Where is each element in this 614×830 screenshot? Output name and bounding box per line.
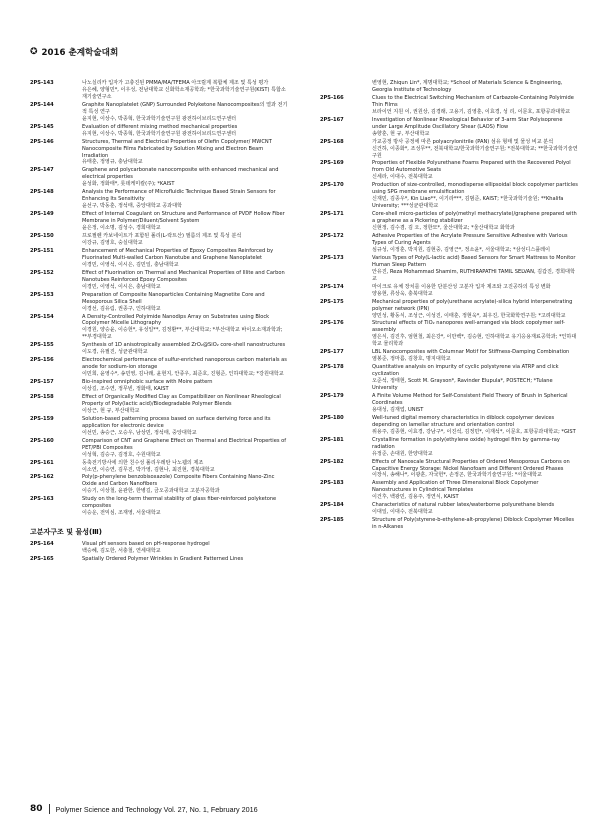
entry-authors: 이승운, 전익심, 조재영, 서울대학교 <box>82 510 161 517</box>
entry-title: Synthesis of 1D anisotropically assembled ZrO₂@SiO₂ core-shell nanostructures <box>82 342 286 349</box>
entry-id: 2PS-170 <box>320 182 344 189</box>
entry-id: 2PS-150 <box>30 233 54 240</box>
entry-id: 2PS-174 <box>320 283 344 290</box>
abstract-entry <box>30 233 288 247</box>
abstract-entry <box>30 438 288 459</box>
entry-title: Evaluation of different mixing method mechanical properties <box>82 123 238 130</box>
entry-title: Spatially Ordered Polymer Wrinkles in Gradient Patterned Lines <box>82 556 244 563</box>
entry-title: 동축전기방사에 의한 친수성 폴리우레탄 나노웹의 제조 <box>82 459 204 466</box>
entry-authors: 이경원, 양승윤, 이승헌*, 유성일**, 김정환**, 부산대학교; *부산대학교 바이오소재과학과; **부경대학교 <box>82 327 283 341</box>
entry-authors: 이도경, 유필진, 성균관대학교 <box>82 349 148 356</box>
entry-id: 2PS-158 <box>30 393 54 400</box>
abstract-entry <box>30 292 288 313</box>
entry-title: Clues to the Electrical Switching Mechanism of Carbazole-Containing Polyimide Thin Films <box>372 94 574 108</box>
entry-title: Effect of Internal Coagulant on Structure and Performance of PVDF Hollow Fiber Membrane in Polymer/Diluent/Solvent System <box>82 211 285 225</box>
entry-title: Electrochemical performance of sulfur-enriched nanoporous carbon materials as anode for sodium-ion storage <box>82 357 287 371</box>
entry-id: 2PS-183 <box>320 480 344 487</box>
entry-authors: 변영현, Zhiqun Lin*, 계명대학교; *School of Materials Science & Engineering, Georgia Institute of Technology <box>372 80 563 93</box>
abstract-entry <box>320 139 578 160</box>
entry-authors: 신건하, 이종화*, 조성무**, 전북대학교/한국과학기술연구원; *전북대학교; **한국과학기술연구원 <box>372 145 578 159</box>
entry-authors: 유은혜, 양형민*, 이우성, 전남대학교 신화학소재공학과; *한국과학기술연구원(KIST) 특합소재기술연구소 <box>82 86 286 100</box>
abstract-entry <box>320 160 578 181</box>
page-header <box>30 46 118 58</box>
entry-authors: 이경선, 김유림, 권종구, 인하대학교 <box>82 305 161 312</box>
entry-id: 2PS-178 <box>320 364 344 371</box>
entry-title: Poly(p-phenylene benzobisoxazole) Composite Fibers Containing Nano-Zinc Oxide and Carbon Nanofibers <box>82 474 275 488</box>
entry-id: 2PS-179 <box>320 392 344 399</box>
entry-id: 2PS-151 <box>30 247 54 254</box>
entry-id: 2PS-172 <box>320 233 344 240</box>
abstract-entry <box>30 394 288 415</box>
entry-id: 2PS-163 <box>30 496 54 503</box>
entry-title: Preparation of Composite Nanoparticles Containing Magnetite Core and Mesoporous Silica Shell <box>82 291 265 305</box>
entry-title: Properties of Flexible Polyurethane Foams Prepared with the Recovered Polyol from Old Automotive Seats <box>372 160 571 174</box>
entry-id: 2PS-160 <box>30 437 54 444</box>
entry-id: 2PS-182 <box>320 458 344 465</box>
abstract-entry <box>320 415 578 436</box>
entry-authors: 신재민, 김종우*, Kin Liao**, 이기라***, 김범준, KAIST; *한국과학기술원; **Khalifa University; ***성균관대학교 <box>372 196 564 210</box>
entry-title: Mechanical properties of poly(urethane acrylate)-silica hybrid interpenetrating polymer network (IPN) <box>372 298 573 312</box>
abstract-entry <box>320 95 578 116</box>
entry-id: 2PS-169 <box>320 160 344 167</box>
entry-title: Visual pH sensors based on pH-response hydrogel <box>82 541 210 548</box>
entry-id: 2PS-157 <box>30 379 54 386</box>
entry-id: 2PS-161 <box>30 459 54 466</box>
entry-authors: 양민성, 황동식, 조성근, 이성진, 이태훈, 정현욱*, 최우진, 한국화학연구원; *고려대학교 <box>372 312 566 319</box>
entry-title: Bio-inspired omniphobic surface with Moire pattern <box>82 379 213 386</box>
entry-id: 2PS-164 <box>30 541 54 548</box>
abstract-entry <box>30 248 288 269</box>
entry-id: 2PS-162 <box>30 474 54 481</box>
entry-id: 2PS-184 <box>320 502 344 509</box>
entry-id: 2PS-156 <box>30 357 54 364</box>
entry-authors: 브라이언 지원 이, 권원상, 김경래, 고용기, 김영훈, 이효경, 성 리, 이문호, 포항공과대학교 <box>372 108 571 115</box>
abstract-entry <box>30 556 288 563</box>
entry-id: 2PS-173 <box>320 254 344 261</box>
abstract-entry <box>320 117 578 138</box>
entry-id: 2PS-175 <box>320 298 344 305</box>
entry-title: Comparison of CNT and Graphene Effect on Thermal and Electrical Properties of PET/PBI Composites <box>82 437 287 451</box>
entry-authors: 이승기, 이상철, 윤관한, 한병길, 금오공과대학교 고분자공학과 <box>82 488 220 495</box>
entry-authors: 신세라, 이대수, 전북대학교 <box>372 174 433 181</box>
entry-authors: 윤지현, 이상수, 박종혁, 한국과학기술연구원 광전하이브리드연구센터 <box>82 115 237 122</box>
entry-id: 2PS-153 <box>30 291 54 298</box>
abstract-entry <box>30 189 288 210</box>
entry-id: 2PS-143 <box>30 80 54 86</box>
entry-authors: 윤선구, 박동훈, 정석태, 중앙대학교 공과대학 <box>82 203 182 210</box>
abstract-entry <box>320 502 578 516</box>
entry-id: 2PS-177 <box>320 349 344 356</box>
conference-logo-icon: ✪ <box>30 46 38 57</box>
entry-title: Solution-based patterning process based on surface deriving force and its application for electronic device <box>82 415 271 429</box>
entry-id: 2PS-181 <box>320 436 344 443</box>
abstract-entry <box>320 182 578 210</box>
entry-id: 2PS-154 <box>30 313 54 320</box>
abstract-entry <box>320 437 578 458</box>
entry-authors: 백승혜, 김도한, 서충철, 연세대학교 <box>82 548 161 555</box>
entry-authors: 양용현, 류상욱, 충북대학교 <box>372 290 433 297</box>
page-number: 80 <box>30 804 43 814</box>
entry-authors: 심규성, 이정훈, 박지원, 김현중, 김영근*, 정소윤*, 서울대학교; *삼성디스플레이 <box>372 246 551 253</box>
entry-authors: 이강규, 김영호, 숭실대학교 <box>82 239 143 246</box>
left-entry-list <box>30 80 288 517</box>
entry-id: 2PS-185 <box>320 517 344 524</box>
abstract-entry <box>30 496 288 517</box>
entry-title: Characteristics of natural rubber latex/waterborne polyurethane blends <box>372 502 555 509</box>
entry-id: 2PS-171 <box>320 211 344 218</box>
entry-id: 2PS-180 <box>320 414 344 421</box>
entry-title: 나노실리카 입자가 고충진된 PMMA/MA/TFEMA 아크릴계 복합체 제조 및 특성 평가 <box>82 80 269 86</box>
entry-id: 2PS-148 <box>30 189 54 196</box>
entry-authors: 유정준, 손대원, 한양대학교 <box>372 450 433 457</box>
entry-id: 2PS-176 <box>320 320 344 327</box>
continued-entry <box>320 80 578 94</box>
left-column <box>30 80 288 564</box>
entry-title: Effects of Nanoscale Structural Properties of Ordered Mesoporous Carbons on Capacitive Energy Storage: Nickel Nanofoam and Different Ordered Phases <box>372 458 570 472</box>
entry-id: 2PS-155 <box>30 342 54 349</box>
entry-id: 2PS-149 <box>30 211 54 218</box>
abstract-entry <box>30 124 288 138</box>
entry-authors: 윤성화, 정화태*, 롯데케미칼(주); *KAIST <box>82 181 175 188</box>
entry-title: Effect of Fluorination on Thermal and Mechanical Properties of Illite and Carbon Nanotubes Reinforced Epoxy Composites <box>82 269 285 283</box>
abstract-entry <box>320 255 578 283</box>
abstract-entry <box>30 342 288 356</box>
abstract-entry <box>320 393 578 414</box>
entry-authors: 이소연, 이승연, 김무진, 박가영, 김현나, 최진현, 경북대학교 <box>82 466 215 473</box>
entry-title: Investigation of Nonlinear Rheological Behavior of 3-arm Star Polyisoprene under Large Amplitude Oscillatory Shear (LAOS) Flow <box>372 116 563 130</box>
abstract-entry <box>320 299 578 320</box>
entry-authors: 이민희, 윤영수*, 송민영, 김나래, 윤현지, 안종우, 최준호, 진형준, 인하대학교; *강원대학교 <box>82 371 284 378</box>
entry-title: Effect of Organically Modified Clay as Compatibilizer on Nonlinear Rheological Property of Poly(lactic acid)/Biodegradable Polymer Blends <box>82 393 281 407</box>
entry-title: Study on the long-term thermal stability of glass fiber-reinforced polyketone composites <box>82 496 277 510</box>
entry-authors: 이건후, 백광민, 김용주, 정연식, KAIST <box>372 494 459 501</box>
abstract-entry <box>30 460 288 474</box>
abstract-entry <box>320 284 578 298</box>
abstract-entry <box>320 211 578 232</box>
entry-authors: 이경민, 이영석, 이시은, 김민일, 충남대학교 <box>82 261 179 268</box>
entry-title: Assembly and Application of Three Dimensional Block Copolymer Nanostructures in Cylindrical Templates <box>372 480 539 494</box>
abstract-entry <box>320 233 578 254</box>
entry-title: 프로필렌 카보네이트가 포함된 폴리(L-락트산) 필름의 제조 및 특성 분석 <box>82 233 242 240</box>
entry-title: Quantitative analysis on impurity of cyclic polystyrene via ATRP and click cyclization <box>372 364 559 378</box>
entry-authors: 이선민, 송승근, 오승우, 남상민, 정석태, 중앙대학교 <box>82 429 197 436</box>
entry-id: 2PS-168 <box>320 138 344 145</box>
entry-authors: 이상길, 조수연, 정무빈, 정화태, KAIST <box>82 386 169 393</box>
entry-title: Production of size-controlled, monodisperse ellipsoidal block copolymer particles using SPG membrane emulsification <box>372 182 578 196</box>
entry-authors: 용대성, 김재업, UNIST <box>372 406 424 413</box>
entry-title: Enhancement of Mechanical Properties of Epoxy Composites Reinforced by Fluorinated Multi-walled Carbon Nanotube and Graphene Nanoplatelet <box>82 247 274 261</box>
entry-authors: 윤은정, 이소명, 김성수, 경희대학교 <box>82 225 161 232</box>
entry-id: 2PS-167 <box>320 116 344 123</box>
abstract-entry <box>30 474 288 495</box>
entry-authors: 이대일, 이대수, 전북대학교 <box>372 509 433 516</box>
entry-authors: 이장식, 송해나*, 이광훈, 자국헌*, 손정곤, 한국과학기술연구원; *서울대학교 <box>372 472 542 479</box>
abstract-entry <box>30 167 288 188</box>
entry-title: LBL Nanocomposites with Columnar Motif for Stiffness-Damping Combination <box>372 349 570 356</box>
entry-id: 2PS-166 <box>320 94 344 101</box>
abstract-entry <box>320 320 578 348</box>
abstract-entry <box>30 80 288 101</box>
entry-id: 2PS-145 <box>30 123 54 130</box>
abstract-entry <box>30 139 288 167</box>
entry-id: 2PS-147 <box>30 167 54 174</box>
entry-authors: 유태훈, 정영규, 충남대학교 <box>82 159 143 166</box>
entry-title: Adhesive Properties of the Acrylate Pressure Sensitive Adhesive with Various Types of Curing Agents <box>372 233 568 246</box>
entry-title: Well-tuned digital memory characteristics in diblock copolymer devices depending on lamellar structure and orientation control <box>372 414 555 428</box>
abstract-entry <box>30 541 288 555</box>
entry-title: A Density-Controlled Polyimide Nanodips Array on Substrates using Block Copolymer Micelle Lithography <box>82 313 270 327</box>
section-title: 고분자구조 및 물성(Ⅲ) <box>30 528 102 537</box>
entry-authors: 위용주, 김종현, 이효경, 강남구*, 이진석, 김정민*, 이재석*, 이문호, 포항공과대학교; *GIST <box>372 428 576 435</box>
conference-title: 2016 춘계학술대회 <box>41 48 119 58</box>
abstract-entry <box>30 357 288 378</box>
entry-id: 2PS-165 <box>30 556 54 563</box>
abstract-entry <box>320 480 578 501</box>
entry-authors: 염은식, 김진후, 엄현철, 최은강*, 이만백*, 김승현, 인하대학교 유기응용재료공학과; *인하대학교 물리학과 <box>372 334 577 348</box>
entry-title: Graphite Nanoplatelet (GNP) Surrounded Polyketone Nanocomposites의 열과 전기적 특성 연구 <box>82 101 288 115</box>
entry-title: Structures, Thermal and Electrical Properties of Olefin Copolymer/ MWCNT Nanocomposite Films Fabricated by Solution Mixing and Electron Beam Irradiation <box>82 138 272 159</box>
entry-authors: 이경민, 이영석, 이시은, 충남대학교 <box>82 283 161 290</box>
footer-divider <box>49 804 50 814</box>
entry-id: 2PS-144 <box>30 101 54 108</box>
abstract-entry <box>320 349 578 363</box>
abstract-entry <box>30 270 288 291</box>
entry-authors: 이성혁, 김승구, 김정호, 수원대학교 <box>82 451 161 458</box>
section-entry-list <box>30 541 288 563</box>
abstract-entry <box>30 379 288 393</box>
entry-authors: 송향훈, 현 규, 부산대학교 <box>372 130 430 137</box>
abstract-entry <box>320 459 578 480</box>
journal-citation: Polymer Science and Technology Vol. 27, No. 1, February 2016 <box>55 804 258 814</box>
right-entry-list <box>320 95 578 531</box>
entry-title: Crystalline formation in poly(ethylene oxide) hydrogel film by gamma-ray radiation <box>372 436 560 450</box>
entry-id: 2PS-146 <box>30 138 54 145</box>
abstract-entry <box>30 416 288 437</box>
entry-title: 마이크로 유체 장치를 이용한 단분산성 고분자 입자 제조와 고진공하의 특성 변화 <box>372 283 551 290</box>
page-footer <box>30 804 258 814</box>
entry-title: Structure of Poly(styrene-b-ethylene-alt-propylene) Diblock Copolymer Micelles in n-Alkanes <box>372 517 575 531</box>
entry-id: 2PS-152 <box>30 269 54 276</box>
entry-authors: 이상근, 현 규, 부산대학교 <box>82 407 140 414</box>
entry-title: 가교공정 방사 공정에 따른 polyacrylonitrile (PAN) 섬유 형태 및 물성 비교 분석 <box>372 138 554 145</box>
entry-title: A Finite Volume Method for Self-Consistent Field Theory of Brush in Spherical Coordinates <box>372 392 568 406</box>
entry-authors: 염봉준, 정마름, 김창호, 명지대학교 <box>372 356 451 363</box>
entry-authors: 유지현, 이상수, 박종혁, 한국과학기술연구원 광전하이브리드연구센터 <box>82 130 237 137</box>
abstract-entry <box>320 364 578 392</box>
abstract-entry <box>320 517 578 531</box>
entry-title: Various Types of Poly(L-lactic acid) Based Sensors for Smart Mattress to Monitor Human Sleep Pattern <box>372 254 576 268</box>
right-column <box>320 80 578 532</box>
entry-title: Structural effects of TiO₂ nanopores well-arranged via block copolymer self-assembly <box>372 320 565 334</box>
entry-authors: 안유진, Reza Mohammad Shamim, RUTHIRAPATHI TAMIL SELVAN, 김갑진, 경희대학교 <box>372 268 575 282</box>
abstract-entry <box>30 211 288 232</box>
entry-title: Core-shell micro-particles of poly(methyl methacrylate)/graphene prepared with a graphene as a Pickering stabilizer <box>372 211 577 225</box>
entry-title: Graphene and polycarbonate nanocomposite with enhanced mechanical and electrical properties <box>82 167 279 181</box>
abstract-entry <box>30 314 288 342</box>
entry-id: 2PS-159 <box>30 415 54 422</box>
entry-title: Analysis the Performance of Microfluidic Technique Based Strain Sensors for Enhancing Its Sensitivity <box>82 189 276 203</box>
abstract-entry <box>30 102 288 123</box>
entry-authors: 오준석, 정태현, Scott M. Grayson*, Ravinder Elupula*, POSTECH; *Tulane University <box>372 378 553 392</box>
entry-authors: 신현정, 김수겸, 김 오, 정한모*, 울산대학교; *울산대학교 화학과 <box>372 225 515 232</box>
